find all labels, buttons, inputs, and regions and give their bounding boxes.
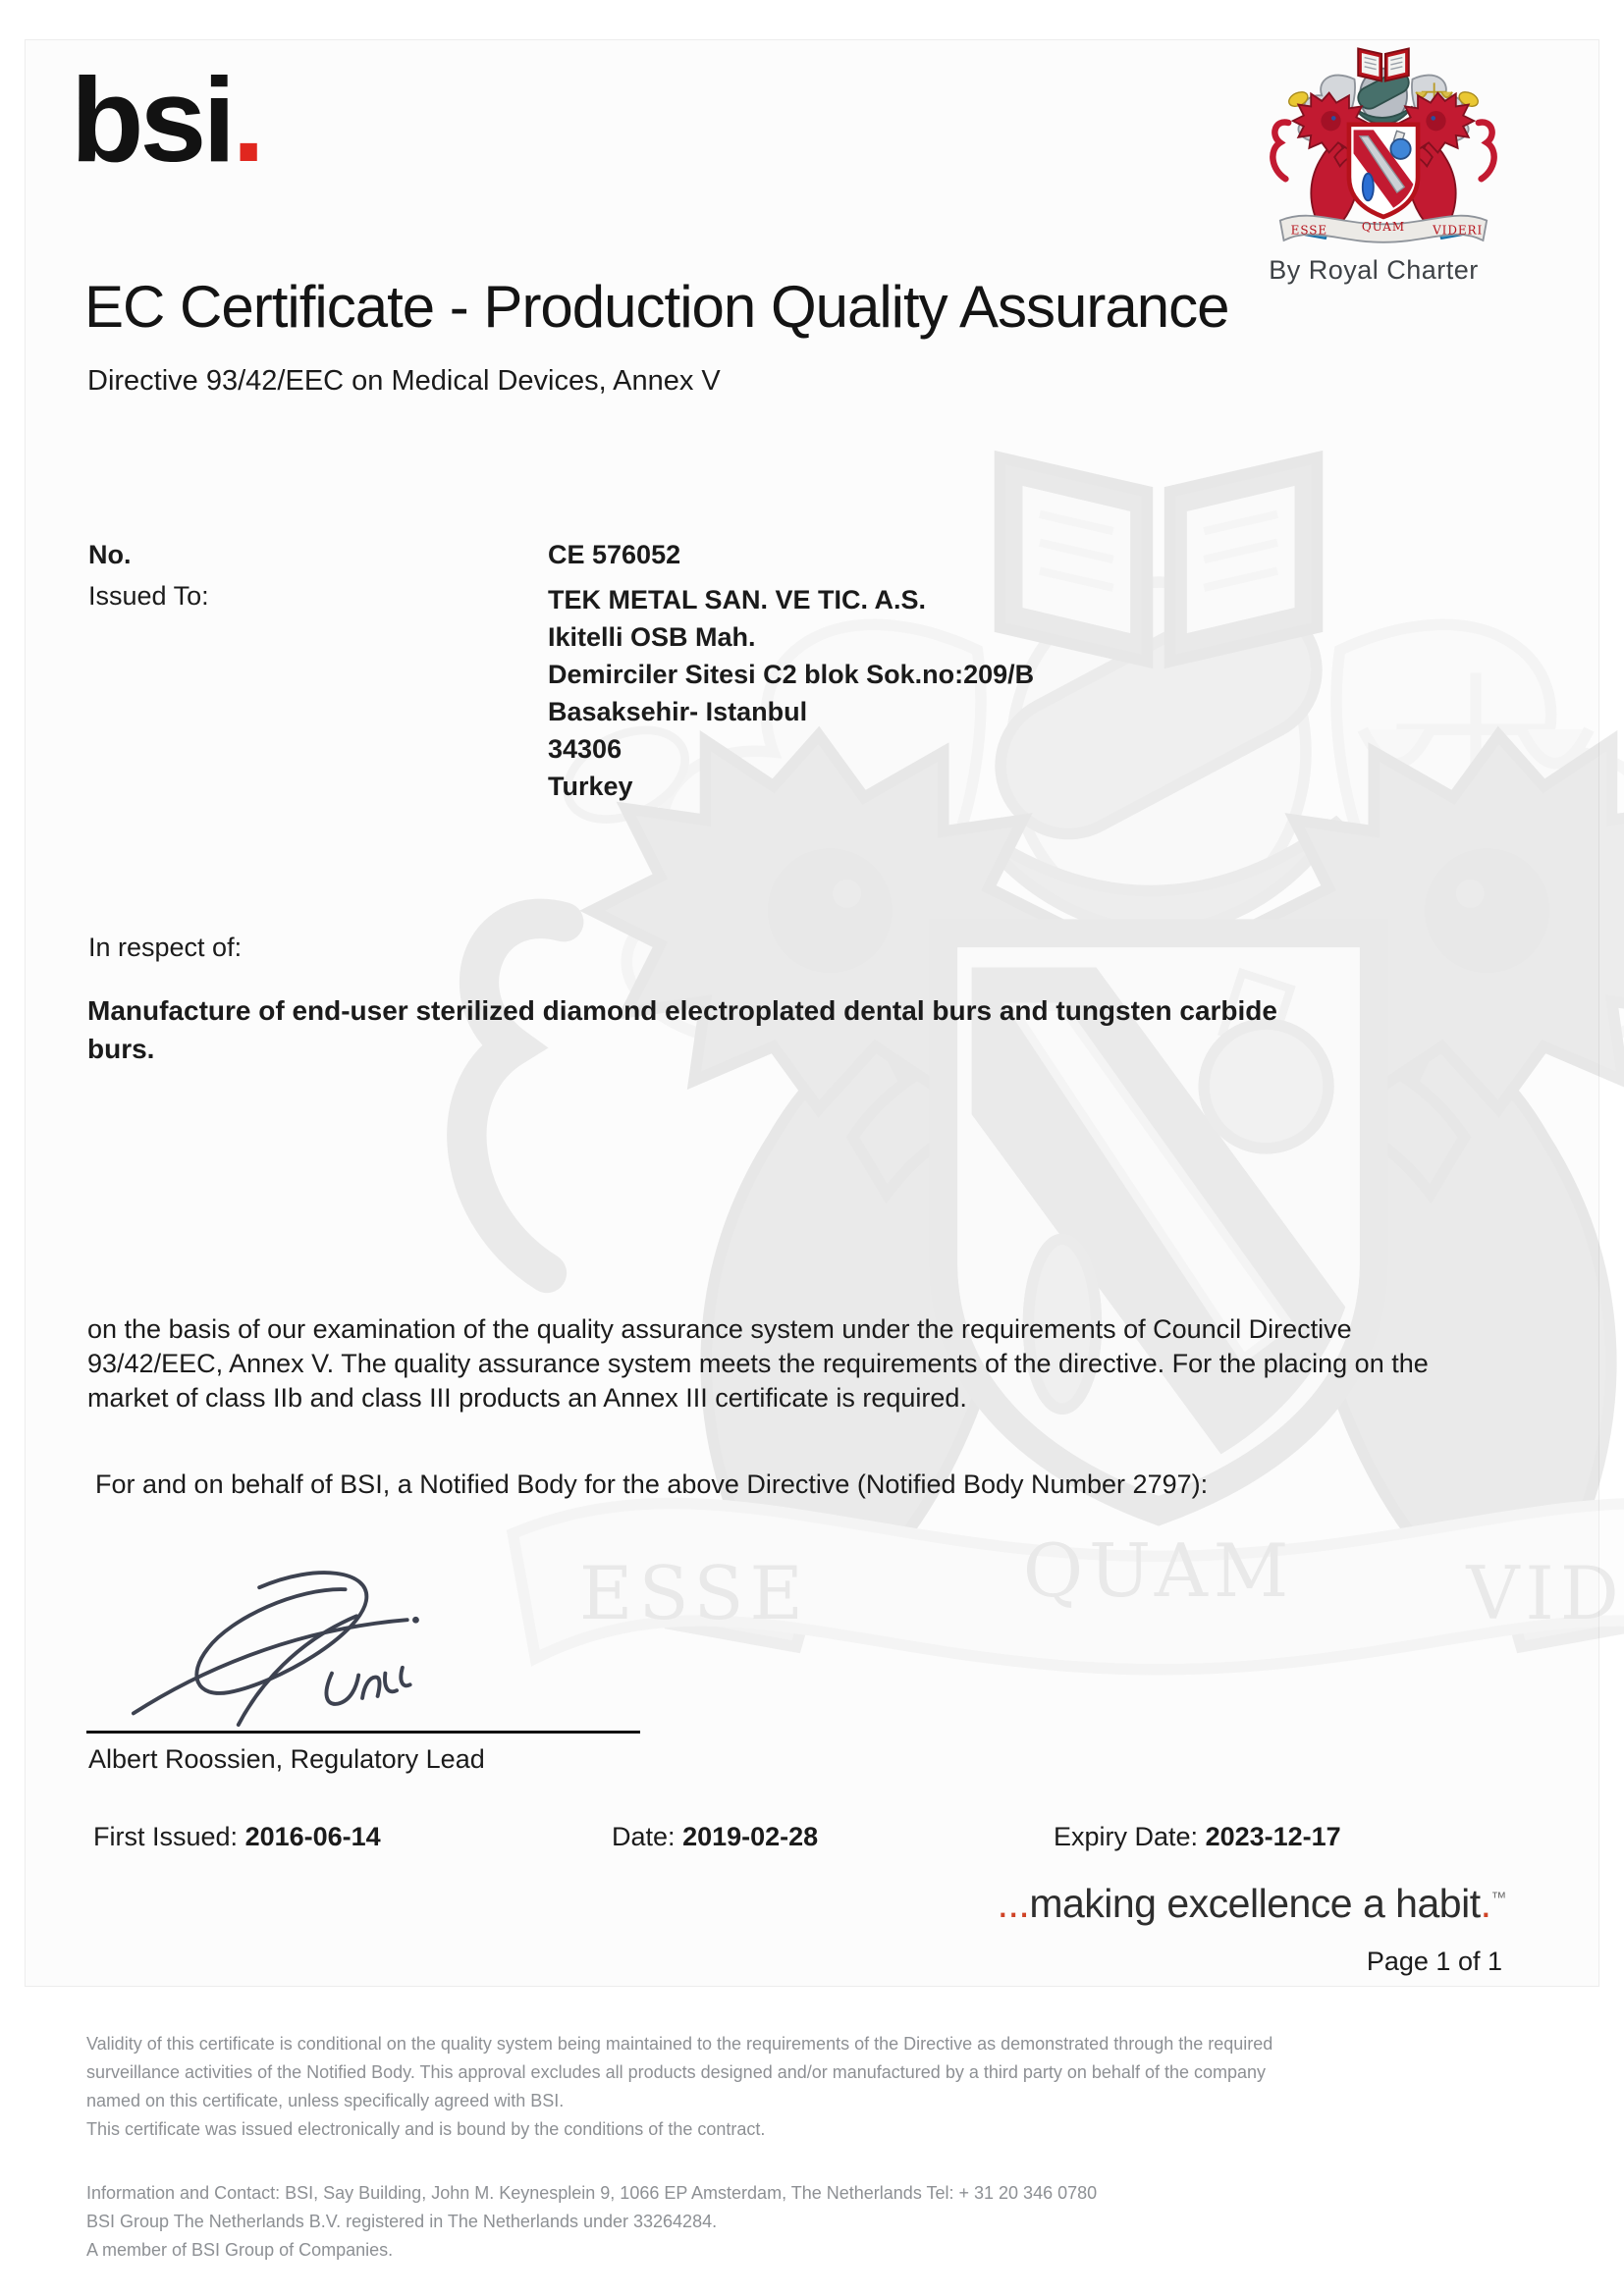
bsi-tagline [998, 1881, 1506, 1927]
tagline-dots: ... [997, 1881, 1030, 1926]
bsi-logo-text: bsi [71, 53, 233, 187]
date-label: Date: [612, 1822, 676, 1851]
date-value: 2019-02-28 [682, 1822, 819, 1851]
signature-image [116, 1561, 479, 1728]
contact-info [86, 2179, 1097, 2265]
basis-line: market of class IIb and class III products an Annex III certificate is required. [87, 1383, 967, 1413]
contact-line: Information and Contact: BSI, Say Building, John M. Keynesplein 9, 1066 EP Amsterdam, The Netherlands Tel: + 31 20 346 0780 [86, 2183, 1098, 2203]
first-issued-date [93, 1822, 381, 1852]
royal-charter-label: By Royal Charter [1269, 255, 1479, 285]
first-issued-value: 2016-06-14 [244, 1822, 381, 1851]
validity-line: Validity of this certificate is conditional on the quality system being maintained to the requirements of the Directive as demonstrated through the required [86, 2034, 1273, 2054]
address-line: Ikitelli OSB Mah. [548, 622, 756, 652]
expiry-date [1054, 1822, 1341, 1852]
no-label: No. [88, 540, 132, 569]
issue-date [612, 1822, 818, 1852]
contact-line: BSI Group The Netherlands B.V. registered in The Netherlands under 33264284. [86, 2212, 718, 2231]
bsi-logo [71, 51, 261, 188]
validity-line: This certificate was issued electronically and is bound by the conditions of the contract. [86, 2119, 766, 2139]
on-behalf-line: For and on behalf of BSI, a Notified Body for the above Directive (Notified Body Number 2797): [95, 1469, 1209, 1499]
signature-line [86, 1731, 640, 1734]
scope-line: burs. [87, 1034, 155, 1064]
basis-line: 93/42/EEC, Annex V. The quality assurance system meets the requirements of the directive. For the placing on the [87, 1349, 1429, 1378]
contact-line: A member of BSI Group of Companies. [86, 2240, 394, 2260]
in-respect-of-label: In respect of: [88, 933, 243, 962]
issued-to-label: Issued To: [88, 581, 209, 611]
first-issued-label: First Issued: [93, 1822, 239, 1851]
address-line: Turkey [548, 772, 633, 801]
tagline-text: making excellence a habit [1029, 1881, 1481, 1926]
issued-to-address [548, 581, 1034, 805]
certificate-title: EC Certificate - Production Quality Assurance [84, 274, 1229, 340]
certification-scope [87, 991, 1277, 1068]
certificate-number: CE 576052 [548, 540, 681, 569]
trademark-symbol: ™ [1490, 1890, 1506, 1907]
signatory-name: Albert Roossien, Regulatory Lead [88, 1744, 485, 1774]
scope-line: Manufacture of end-user sterilized diamond electroplated dental burs and tungsten carbide [87, 995, 1277, 1026]
address-line: 34306 [548, 734, 623, 764]
expiry-value: 2023-12-17 [1205, 1822, 1341, 1851]
basis-paragraph [87, 1312, 1429, 1415]
tagline-period: . [1480, 1881, 1491, 1926]
address-line: TEK METAL SAN. VE TIC. A.S. [548, 585, 927, 614]
certificate-subtitle: Directive 93/42/EEC on Medical Devices, Annex V [87, 365, 721, 397]
validity-notice [86, 2030, 1272, 2144]
bsi-logo-dot: . [232, 53, 262, 187]
address-line: Demirciler Sitesi C2 blok Sok.no:209/B [548, 660, 1035, 689]
basis-line: on the basis of our examination of the quality assurance system under the requirements of Council Directive [87, 1314, 1352, 1344]
royal-charter-crest [1260, 41, 1507, 251]
page-indicator: Page 1 of 1 [1366, 1947, 1502, 1976]
address-line: Basaksehir- Istanbul [548, 697, 808, 726]
validity-line: named on this certificate, unless specifically agreed with BSI. [86, 2091, 565, 2110]
expiry-label: Expiry Date: [1054, 1822, 1199, 1851]
validity-line: surveillance activities of the Notified Body. This approval excludes all products designed and/or manufactured by a third party on behalf of the company [86, 2062, 1267, 2082]
